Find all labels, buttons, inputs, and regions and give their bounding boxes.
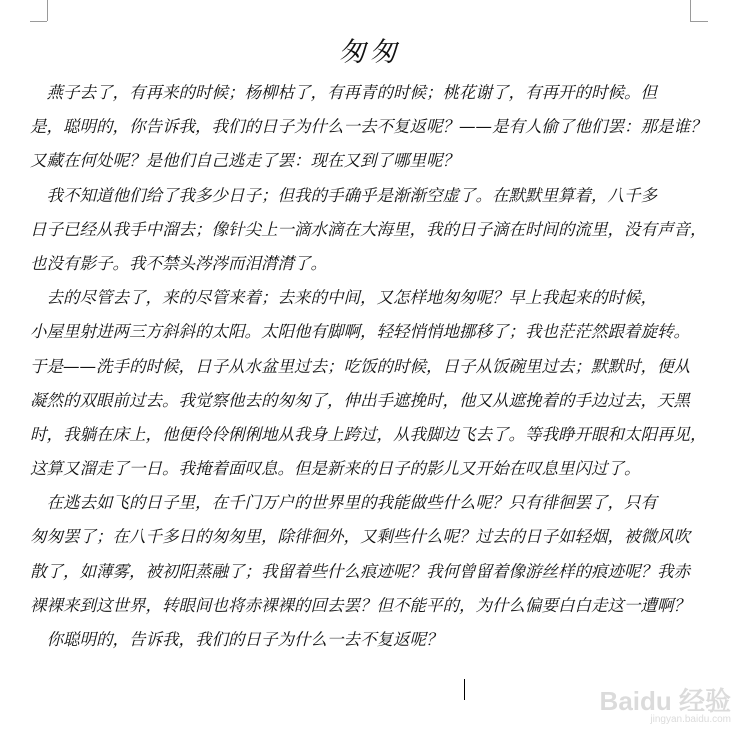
text-line: 也没有影子。我不禁头涔涔而泪潸潸了。 <box>30 253 327 273</box>
text-line: 你聪明的，告诉我，我们的日子为什么一去不复返呢？ <box>30 630 443 649</box>
text-line: 于是——洗手的时候，日子从水盆里过去；吃饭的时候，日子从饭碗里过去；默默时，便从 <box>30 356 690 376</box>
text-line: 日子已经从我手中溜去；像针尖上一滴水滴在大海里，我的日子滴在时间的流里，没有声音， <box>30 219 707 239</box>
text-line: 这算又溜走了一日。我掩着面叹息。但是新来的日子的影儿又开始在叹息里闪过了。 <box>30 459 641 479</box>
text-line: 裸裸来到这世界，转眼间也将赤裸裸的回去罢？但不能平的，为什么偏要白白走这一遭啊？ <box>30 595 690 615</box>
crop-mark-top-left-v <box>47 0 48 21</box>
watermark-logo <box>600 681 731 725</box>
text-line: 凝然的双眼前过去。我觉察他去的匆匆了，伸出手遮挽时，他又从遮挽着的手边过去，天黑 <box>30 390 690 410</box>
document-body[interactable] <box>30 76 707 657</box>
crop-mark-top-right-v <box>690 0 691 21</box>
watermark-url: jingyan.baidu.com <box>650 714 731 725</box>
text-line: 在逃去如飞的日子里，在千门万户的世界里的我能做些什么呢？只有徘徊罢了，只有 <box>30 493 657 513</box>
watermark-text: Baidu 经验 <box>599 686 731 716</box>
text-line: 小屋里射进两三方斜斜的太阳。太阳他有脚啊，轻轻悄悄地挪移了；我也茫茫然跟着旋转。 <box>30 322 690 342</box>
text-caret <box>464 679 465 700</box>
text-line: 燕子去了，有再来的时候；杨柳枯了，有再青的时候；桃花谢了，有再开的时候。但 <box>30 83 657 102</box>
text-line: 时，我躺在床上，他便伶伶俐俐地从我身上跨过，从我脚边飞去了。等我睁开眼和太阳再见， <box>30 424 707 444</box>
text-line: 是，聪明的，你告诉我，我们的日子为什么一去不复返呢？——是有人偷了他们罢：那是谁？ <box>30 117 707 137</box>
text-line: 我不知道他们给了我多少日子；但我的手确乎是渐渐空虚了。在默默里算着，八千多 <box>30 185 657 205</box>
crop-mark-top-right-h <box>690 21 708 22</box>
text-line: 又藏在何处呢？是他们自己逃走了罢：现在又到了哪里呢？ <box>30 151 459 171</box>
text-line: 匆匆罢了；在八千多日的匆匆里，除徘徊外，又剩些什么呢？过去的日子如轻烟，被微风吹 <box>30 527 690 547</box>
text-line: 去的尽管去了，来的尽管来着；去来的中间，又怎样地匆匆呢？早上我起来的时候， <box>30 288 657 308</box>
text-line: 散了，如薄雾，被初阳蒸融了；我留着些什么痕迹呢？我何曾留着像游丝样的痕迹呢？我赤 <box>30 561 690 581</box>
crop-mark-top-left-h <box>30 21 47 22</box>
document-title: 匆匆 <box>338 37 401 68</box>
